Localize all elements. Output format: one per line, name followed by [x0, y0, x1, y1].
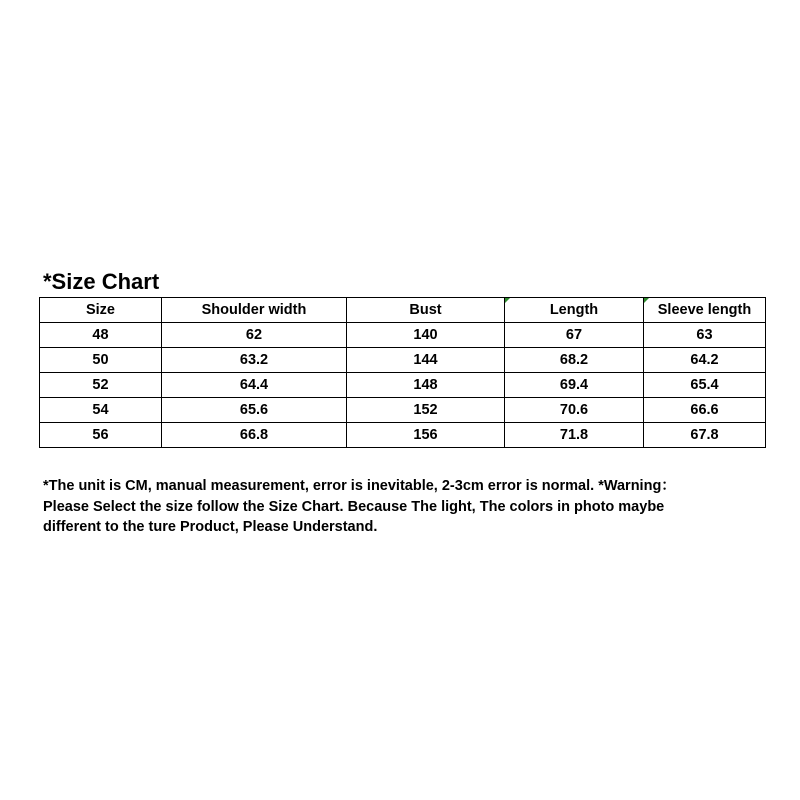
- cell-shoulder-width: 62: [162, 323, 347, 348]
- cell-size: 52: [40, 373, 162, 398]
- measurement-note: [43, 476, 763, 538]
- cell-size: 48: [40, 323, 162, 348]
- cell-bust: 156: [347, 423, 505, 448]
- header-shoulder-width: Shoulder width: [162, 298, 347, 323]
- cell-shoulder-width: 65.6: [162, 398, 347, 423]
- cell-bust: 152: [347, 398, 505, 423]
- cell-sleeve-length: 63: [644, 323, 766, 348]
- note-line: *The unit is CM, manual measurement, error is inevitable, 2-3cm error is normal. *Warning：: [43, 478, 676, 494]
- cell-bust: 140: [347, 323, 505, 348]
- cell-sleeve-length: 65.4: [644, 373, 766, 398]
- cell-bust: 144: [347, 348, 505, 373]
- table-row: [40, 323, 766, 348]
- header-length: Length: [505, 298, 644, 323]
- cell-shoulder-width: 66.8: [162, 423, 347, 448]
- note-line: different to the ture Product, Please Understand.: [43, 519, 378, 535]
- table-row: [40, 398, 766, 423]
- cell-shoulder-width: 63.2: [162, 348, 347, 373]
- header-sleeve-length: Sleeve length: [644, 298, 766, 323]
- cell-size: 56: [40, 423, 162, 448]
- cell-size: 54: [40, 398, 162, 423]
- cell-sleeve-length: 64.2: [644, 348, 766, 373]
- cell-bust: 148: [347, 373, 505, 398]
- cell-sleeve-length: 67.8: [644, 423, 766, 448]
- table-row: [40, 373, 766, 398]
- cell-length: 69.4: [505, 373, 644, 398]
- cell-length: 67: [505, 323, 644, 348]
- cell-length: 68.2: [505, 348, 644, 373]
- cell-length: 70.6: [505, 398, 644, 423]
- header-size: Size: [40, 298, 162, 323]
- cell-length: 71.8: [505, 423, 644, 448]
- table-header-row: [40, 298, 766, 323]
- cell-size: 50: [40, 348, 162, 373]
- cell-shoulder-width: 64.4: [162, 373, 347, 398]
- note-line: Please Select the size follow the Size Chart. Because The light, The colors in photo maybe: [43, 498, 665, 515]
- table-row: [40, 348, 766, 373]
- page-title: *Size Chart: [43, 269, 160, 294]
- size-chart-table: [39, 297, 766, 448]
- header-bust: Bust: [347, 298, 505, 323]
- cell-sleeve-length: 66.6: [644, 398, 766, 423]
- table-row: [40, 423, 766, 448]
